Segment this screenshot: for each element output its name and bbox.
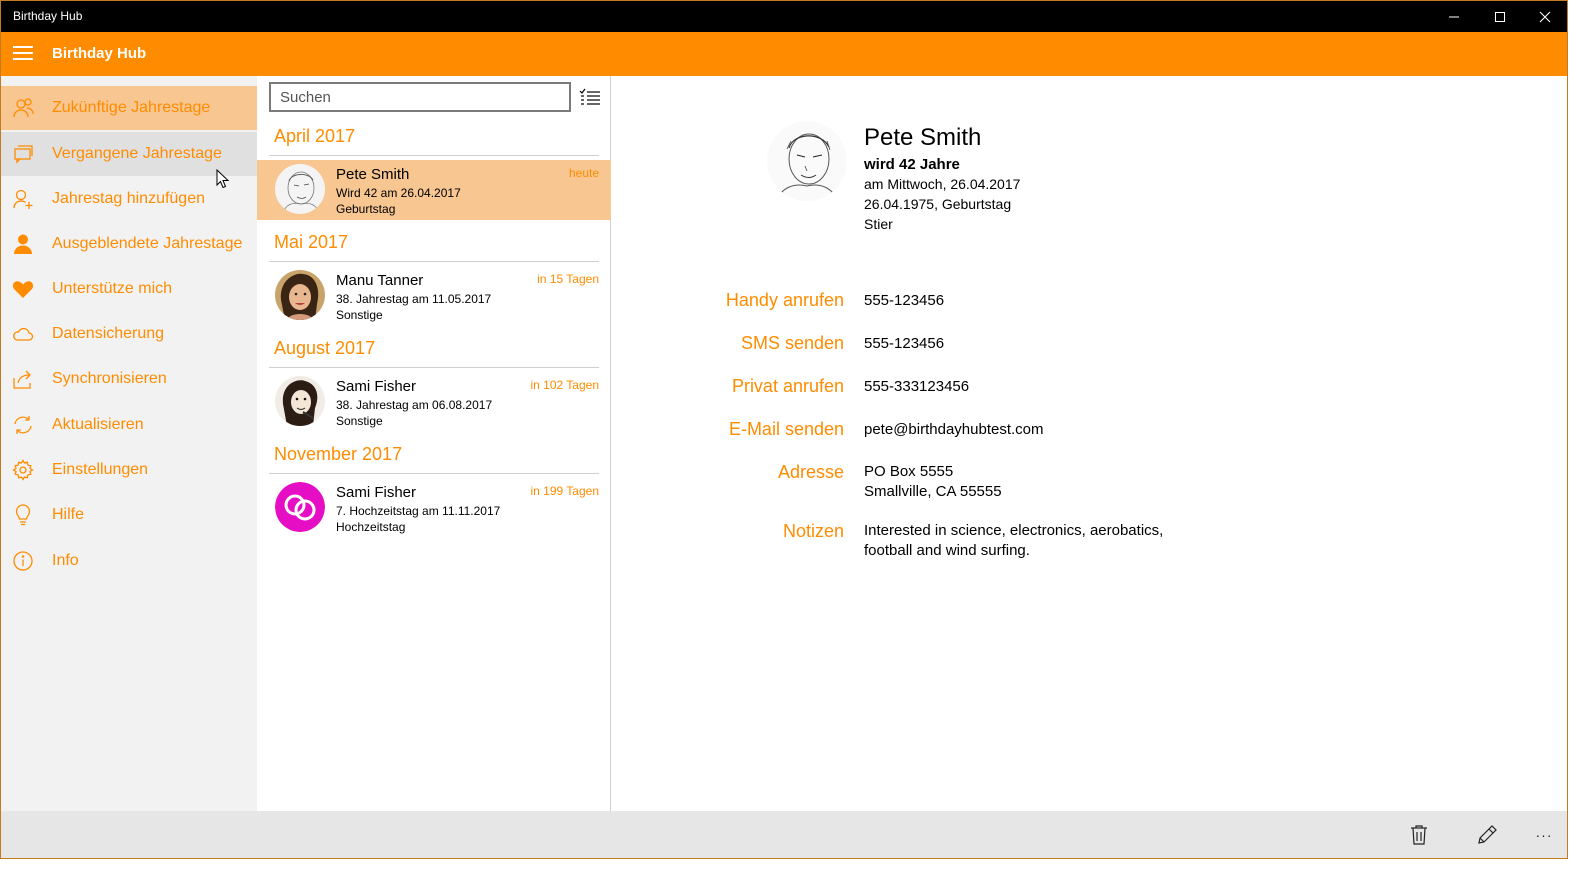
pencil-icon [1476,824,1498,846]
zodiac-sign: Stier [864,216,893,232]
send-email-link[interactable]: E-Mail senden [728,419,844,439]
hamburger-icon[interactable] [13,46,33,62]
sidebar-item-settings[interactable] [1,448,257,492]
month-header: April 2017 [274,126,356,146]
entry-name: Pete Smith [336,166,410,183]
address-link[interactable]: Adresse [777,462,844,482]
home-number: 555-333123456 [864,378,970,395]
weekday-date: am Mittwoch, 26.04.2017 [864,176,1021,192]
sidebar-item-label: Synchronisieren [52,370,167,387]
app-title: Birthday Hub [52,45,147,62]
age-text: wird 42 Jahre [864,156,960,173]
notes-line-2: football and wind surfing. [864,542,1030,559]
send-sms-link[interactable]: SMS senden [740,333,844,353]
notes-label: Notizen [782,521,844,541]
contact-photo [767,121,847,201]
avatar [275,376,325,426]
edit-button[interactable] [1475,823,1499,847]
maximize-icon [1494,11,1506,23]
maximize-button[interactable] [1477,1,1523,32]
command-bar [1,811,1568,859]
sidebar-item-label: Ausgeblendete Jahrestage [52,235,243,252]
entry-date-text: 7. Hochzeitstag am 11.11.2017 [336,504,501,518]
trash-icon [1409,824,1429,846]
month-divider [269,473,599,474]
sidebar-item-backup[interactable] [1,312,257,356]
title-bar [1,1,1567,32]
entry-countdown: heute [568,166,599,180]
heart-icon [12,278,34,300]
sidebar-item-support-me[interactable] [1,267,257,311]
month-header: November 2017 [274,444,403,464]
entry-type: Geburtstag [336,202,396,216]
share-icon [12,368,34,390]
minimize-button[interactable] [1431,1,1477,32]
cloud-icon [12,323,34,345]
list-item[interactable] [257,266,611,326]
anniversary-list-pane [257,76,611,811]
sidebar-item-help[interactable] [1,493,257,537]
entry-countdown: in 199 Tagen [530,484,599,498]
sidebar-item-label: Jahrestag hinzufügen [52,190,205,207]
app-header [1,32,1567,76]
refresh-icon [12,414,34,436]
search-box[interactable] [269,82,571,112]
entry-date-text: 38. Jahrestag am 11.05.2017 [336,292,492,306]
month-divider [269,261,599,262]
month-header: August 2017 [274,338,376,358]
sms-number: 555-123456 [864,335,945,352]
mobile-number: 555-123456 [864,292,945,309]
checklist-icon[interactable] [579,86,601,108]
entry-type: Sonstige [336,414,383,428]
search-input[interactable] [271,84,569,110]
address-line-1: PO Box 5555 [864,463,954,480]
month-divider [269,155,599,156]
sidebar-item-label: Zukünftige Jahrestage [52,99,211,116]
close-button[interactable] [1522,1,1568,32]
sidebar-item-info[interactable] [1,539,257,583]
sidebar-item-label: Aktualisieren [52,416,144,433]
sidebar-item-label: Info [52,552,79,569]
sidebar-item-label: Vergangene Jahrestage [52,145,222,162]
gear-icon [12,459,34,481]
person-filled-icon [12,233,34,255]
entry-countdown: in 15 Tagen [537,272,599,286]
sidebar-item-synchronize[interactable] [1,357,257,401]
sidebar-item-label: Hilfe [52,506,85,523]
contact-name: Pete Smith [864,124,982,151]
address-line-2: Smallville, CA 55555 [864,483,1002,500]
entry-name: Manu Tanner [336,272,424,289]
month-header: Mai 2017 [274,232,349,252]
avatar [275,164,325,214]
entry-type: Sonstige [336,308,383,322]
list-item[interactable] [257,478,611,538]
mouse-cursor-icon [216,169,230,189]
call-mobile-link[interactable]: Handy anrufen [725,290,844,310]
sidebar-item-refresh[interactable] [1,403,257,447]
detail-pane [612,76,1568,811]
people-icon [12,97,34,119]
close-icon [1539,11,1551,23]
wedding-rings-icon [275,482,325,532]
delete-button[interactable] [1407,823,1431,847]
email-address: pete@birthdayhubtest.com [864,421,1044,438]
list-item[interactable] [257,372,611,432]
sidebar-item-label: Einstellungen [52,461,149,478]
more-button[interactable]: ··· [1535,827,1553,843]
entry-name: Sami Fisher [336,378,417,395]
notes-line-1: Interested in science, electronics, aerobatics, [864,522,1164,539]
list-item[interactable] [257,160,611,220]
lightbulb-icon [12,504,34,526]
window-title: Birthday Hub [13,9,83,23]
avatar [275,270,325,320]
entry-date-text: Wird 42 am 26.04.2017 [336,186,461,200]
sidebar-item-upcoming-anniversaries[interactable] [1,86,257,130]
sidebar-item-label: Datensicherung [52,325,165,342]
call-home-link[interactable]: Privat anrufen [731,376,844,396]
entry-name: Sami Fisher [336,484,417,501]
entry-date-text: 38. Jahrestag am 06.08.2017 [336,398,493,412]
entry-type: Hochzeitstag [336,520,406,534]
info-icon [12,550,34,572]
month-divider [269,367,599,368]
chat-icon [12,143,34,165]
sidebar-item-label: Unterstütze mich [52,280,173,297]
sidebar-item-hidden-anniversaries[interactable] [1,222,257,266]
add-person-icon [12,188,34,210]
birth-date: 26.04.1975, Geburtstag [864,196,1012,212]
entry-countdown: in 102 Tagen [530,378,599,392]
minimize-icon [1448,11,1460,23]
